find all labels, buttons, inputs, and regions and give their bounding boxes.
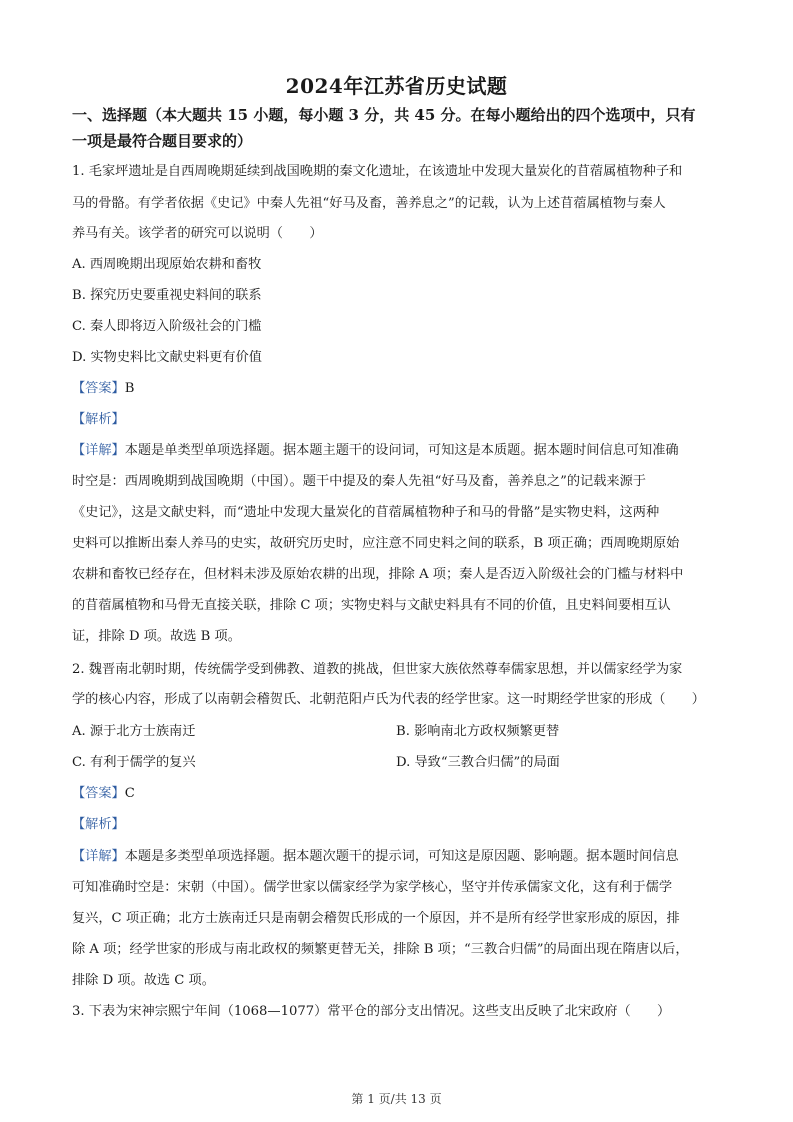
section-heading-line: 一、选择题（本大题共 15 小题，每小题 3 分，共 45 分。在每小题给出的四个选项中，只有 xyxy=(72,106,696,124)
question-1-detail: 证，排除 D 项。故选 B 项。 xyxy=(72,629,241,644)
question-1-option-b: B. 探究历史要重视史料间的联系 xyxy=(72,288,262,303)
question-1-option-a: A. 西周晚期出现原始农耕和畜牧 xyxy=(72,257,262,272)
question-1-detail: 《史记》，这是文献史料，而“遗址中发现大量炭化的苜蓿属植物种子和马的骨骼”是实物史料，这两种 xyxy=(72,505,660,520)
question-3-stem: 3. 下表为宋神宗熙宁年间（1068—1077）常平仓的部分支出情况。这些支出反映了北宋政府（ ） xyxy=(72,1004,671,1019)
detail-text: 本题是单类型单项选择题。据本题主题干的设问词，可知这是本质题。据本题时间信息可知准确 xyxy=(124,443,679,458)
analysis-tag: 【解析】 xyxy=(72,412,125,427)
answer-value: B xyxy=(124,381,135,396)
question-2-option-a: A. 源于北方士族南迁 xyxy=(72,724,196,739)
question-2-detail: 可知准确时空是：宋朝（中国）。儒学世家以儒家经学为家学核心，坚守并传承儒家文化，这有利于儒学 xyxy=(72,880,673,895)
detail-tag: 【详解】 xyxy=(72,849,125,864)
answer-tag: 【答案】 xyxy=(72,786,125,801)
answer-tag: 【答案】 xyxy=(72,381,125,396)
question-1-stem: 马的骨骼。有学者依据《史记》中秦人先祖“好马及畜，善养息之”的记载，认为上述苜蓿属植物与秦人 xyxy=(72,196,666,211)
detail-tag: 【详解】 xyxy=(72,443,125,458)
question-1-detail: 时空是：西周晚期到战国晚期（中国）。题干中提及的秦人先祖“好马及畜，善养息之”的记载来源于 xyxy=(72,474,646,489)
question-2-answer xyxy=(72,782,135,801)
question-1-analysis-tag xyxy=(72,408,125,427)
question-1-answer xyxy=(72,377,134,396)
question-2-option-b: B. 影响南北方政权频繁更替 xyxy=(396,724,560,739)
question-1-detail: 农耕和畜牧已经存在，但材料未涉及原始农耕的出现，排除 A 项；秦人是否迈入阶级社会的门槛与材料中 xyxy=(72,567,684,582)
question-2-option-c: C. 有利于儒学的复兴 xyxy=(72,755,196,770)
question-1-stem: 1. 毛家坪遗址是自西周晚期延续到战国晚期的秦文化遗址，在该遗址中发现大量炭化的苜蓿属植物种子和 xyxy=(72,164,683,179)
detail-text: 本题是多类型单项选择题。据本题次题干的提示词，可知这是原因题、影响题。据本题时间信息 xyxy=(124,849,679,864)
question-2-detail: 除 A 项；经学世家的形成与南北政权的频繁更替无关，排除 B 项；“三教合归儒”的局面出现在隋唐以后， xyxy=(72,942,689,957)
question-2-detail: 复兴，C 项正确；北方士族南迁只是南朝会稽贺氏形成的一个原因，并不是所有经学世家形成的原因，排 xyxy=(72,911,680,926)
section-heading xyxy=(72,102,722,154)
question-2-detail xyxy=(72,845,679,864)
question-1-detail: 的苜蓿属植物和马骨无直接关联，排除 C 项；实物史料与文献史料具有不同的价值，且史料间要相互认 xyxy=(72,598,671,613)
question-1-option-d: D. 实物史料比文献史料更有价值 xyxy=(72,350,262,365)
question-1-detail: 史料可以推断出秦人养马的史实，故研究历史时，应注意不同史料之间的联系，B 项正确；西周晚期原始 xyxy=(72,536,680,551)
page-footer: 第 1 页/共 13 页 xyxy=(351,1092,442,1106)
question-2-detail: 排除 D 项。故选 C 项。 xyxy=(72,973,215,988)
question-2-option-d: D. 导致“三教合归儒”的局面 xyxy=(396,755,560,770)
question-1-detail xyxy=(72,439,679,458)
answer-value: C xyxy=(124,786,135,801)
question-1-option-c: C. 秦人即将迈入阶级社会的门槛 xyxy=(72,319,262,334)
question-1-stem: 养马有关。该学者的研究可以说明（ ） xyxy=(72,226,323,241)
section-heading-line: 一项是最符合题目要求的） xyxy=(72,132,253,150)
page-title: 2024年江苏省历史试题 xyxy=(285,74,508,98)
analysis-tag: 【解析】 xyxy=(72,817,125,832)
question-2-stem: 学的核心内容，形成了以南朝会稽贺氏、北朝范阳卢氏为代表的经学世家。这一时期经学世家的形成（ ） xyxy=(72,692,705,707)
question-2-stem: 2. 魏晋南北朝时期，传统儒学受到佛教、道教的挑战，但世家大族依然尊奉儒家思想，并以儒家经学为家 xyxy=(72,662,683,677)
question-2-analysis-tag xyxy=(72,813,125,832)
